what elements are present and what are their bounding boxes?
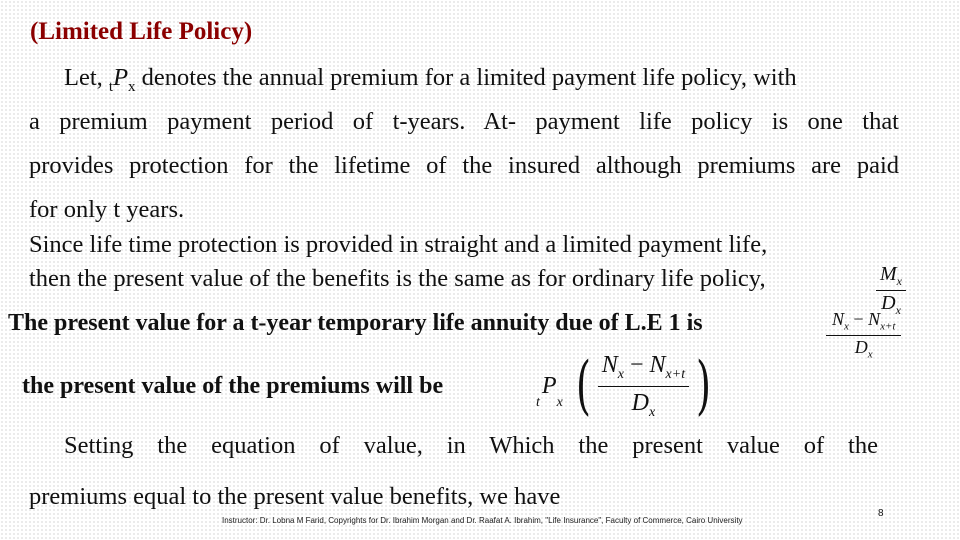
left-paren: (: [575, 349, 591, 424]
premium-symbol: $_tP_x$: [108, 64, 136, 95]
para3-line1: Setting the equation of value, in Which the present value of the: [64, 432, 878, 459]
para1-line4: for only t years.: [29, 196, 185, 223]
premiums-formula: t P $_x$ ( $\frac{N_x - N_{x+t}}{D_x}$ ): [536, 349, 712, 424]
annuity-formula: $\frac{N_x - N_{x+t}}{D_x}$: [826, 309, 901, 360]
annuity-line: The present value for a t-year temporary life annuity due of L.E 1 is: [8, 310, 703, 336]
footer-credits: Instructor: Dr. Lobna M Farid, Copyrights for Dr. Ibrahim Morgan and Dr. Raafat A. Ibrahim, "Life Insurance", Faculty of Commerce, Cairo University: [222, 516, 743, 525]
para1-line2: a premium payment period of t-years. At- payment life policy is one that: [29, 108, 899, 135]
benefits-formula: $\frac{M_x}{D_x}$: [876, 263, 906, 318]
right-paren: ): [696, 349, 712, 424]
premiums-line: the present value of the premiums will be: [22, 373, 444, 399]
para1-line1-rest: denotes the annual premium for a limited payment life policy, with: [141, 64, 797, 91]
para1-line3: provides protection for the lifetime of the insured although premiums are paid: [29, 152, 899, 179]
para1-line1-lead: Let,: [64, 64, 103, 91]
para2-line2: then the present value of the benefits is the same as for ordinary life policy,: [29, 265, 766, 292]
para3-line2: premiums equal to the present value benefits, we have: [29, 483, 561, 510]
para2-line1: Since life time protection is provided in straight and a limited payment life,: [29, 231, 768, 258]
slide-title: (Limited Life Policy): [30, 18, 253, 45]
page-number: 8: [878, 508, 884, 519]
para1-line1: [64, 64, 797, 96]
